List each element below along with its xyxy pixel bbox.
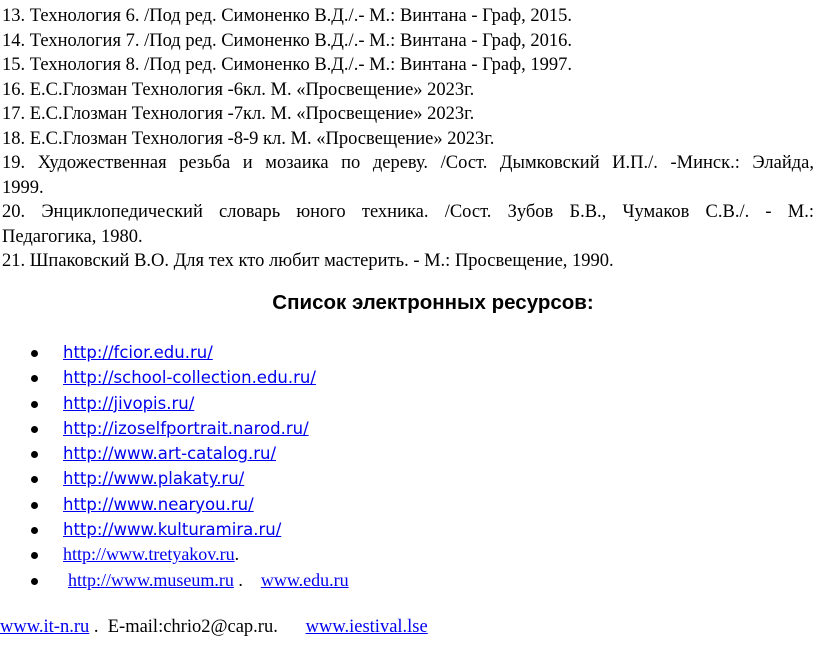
bullet-dot-icon: [31, 552, 38, 559]
bibliography-entry-19-line2: 1999.: [2, 177, 44, 198]
it-n-link[interactable]: www.it-n.ru: [0, 617, 90, 637]
bibliography-entry-20-line2: Педагогика, 1980.: [2, 226, 143, 247]
bullet-dot-icon: [31, 426, 38, 433]
resource-link[interactable]: http://www.kulturamira.ru/: [63, 520, 282, 540]
bullet-dot-icon: [31, 401, 38, 408]
resource-link[interactable]: http://school-collection.edu.ru/: [63, 368, 316, 388]
museum-gap: [247, 570, 261, 590]
resource-link[interactable]: http://jivopis.ru/: [63, 393, 195, 413]
edu-link[interactable]: www.edu.ru: [260, 569, 349, 590]
resource-link[interactable]: http://izoselfportrait.narod.ru/: [63, 418, 309, 438]
bullet-dot-icon: [31, 451, 38, 458]
section-title: Список электронных ресурсов:: [272, 291, 594, 314]
resource-link[interactable]: http://www.art-catalog.ru/: [63, 444, 277, 464]
resource-link[interactable]: http://www.nearyou.ru/: [63, 494, 254, 514]
footer-line: [0, 615, 428, 639]
bibliography-entry: 16. Е.С.Глозман Технология -6кл. М. «Просвещение» 2023г.: [2, 79, 475, 100]
museum-row: [68, 568, 349, 594]
resource-link[interactable]: http://www.plakaty.ru/: [63, 469, 245, 489]
bullet-dot-icon: [31, 350, 38, 357]
bibliography-entry: 18. Е.С.Глозман Технология -8-9 кл. М. «Просвещение» 2023г.: [2, 128, 495, 149]
museum-separator: .: [233, 569, 248, 590]
bibliography-entry-20: [2, 200, 814, 249]
bullet-dot-icon: [31, 476, 38, 483]
bibliography-entry: 17. Е.С.Глозман Технология -7кл. М. «Просвещение» 2023г.: [2, 104, 475, 124]
bibliography-entry-19-line1: 19. Художественная резьба и мозаика по дереву. /Сост. Дымковский И.П./. -Минск.: Элайда,: [2, 153, 814, 173]
bibliography-entry-19: [2, 151, 814, 200]
bullet-dot-icon: [31, 375, 38, 382]
bullet-dot-icon: [31, 502, 38, 509]
bullet-dot-icon: [31, 578, 38, 585]
bullet-dot-icon: [31, 527, 38, 534]
resource-link[interactable]: http://fcior.edu.ru/: [63, 343, 213, 362]
tretyakov-link[interactable]: http://www.tretyakov.ru: [63, 544, 235, 565]
bibliography-list: [2, 4, 814, 274]
tretyakov-row: [63, 542, 239, 568]
bibliography-entry: 14. Технология 7. /Под ред. Симоненко В.Д./.- М.: Винтана - Граф, 2016.: [2, 30, 572, 51]
bibliography-entry-21: 21. Шпаковский В.О. Для тех кто любит мастерить. - М.: Просвещение, 1990.: [2, 251, 614, 271]
bibliography-entry: 15. Технология 8. /Под ред. Симоненко В.Д./.- М.: Винтана - Граф, 1997.: [2, 55, 572, 75]
footer-email-text: . E-mail:chrio2@cap.ru.: [89, 617, 278, 637]
bibliography-entry: 13. Технология 6. /Под ред. Симоненко В.Д./.- М.: Винтана - Граф, 2015.: [2, 6, 572, 26]
iestival-link[interactable]: www.iestival.lse: [305, 617, 428, 637]
bibliography-entry-20-line1: 20. Энциклопедический словарь юного техника. /Сост. Зубов Б.В., Чумаков С.В./. - М.:: [2, 202, 814, 222]
tretyakov-tail: .: [234, 544, 240, 565]
museum-link[interactable]: http://www.museum.ru: [68, 569, 234, 590]
footer-gap: [278, 617, 306, 637]
